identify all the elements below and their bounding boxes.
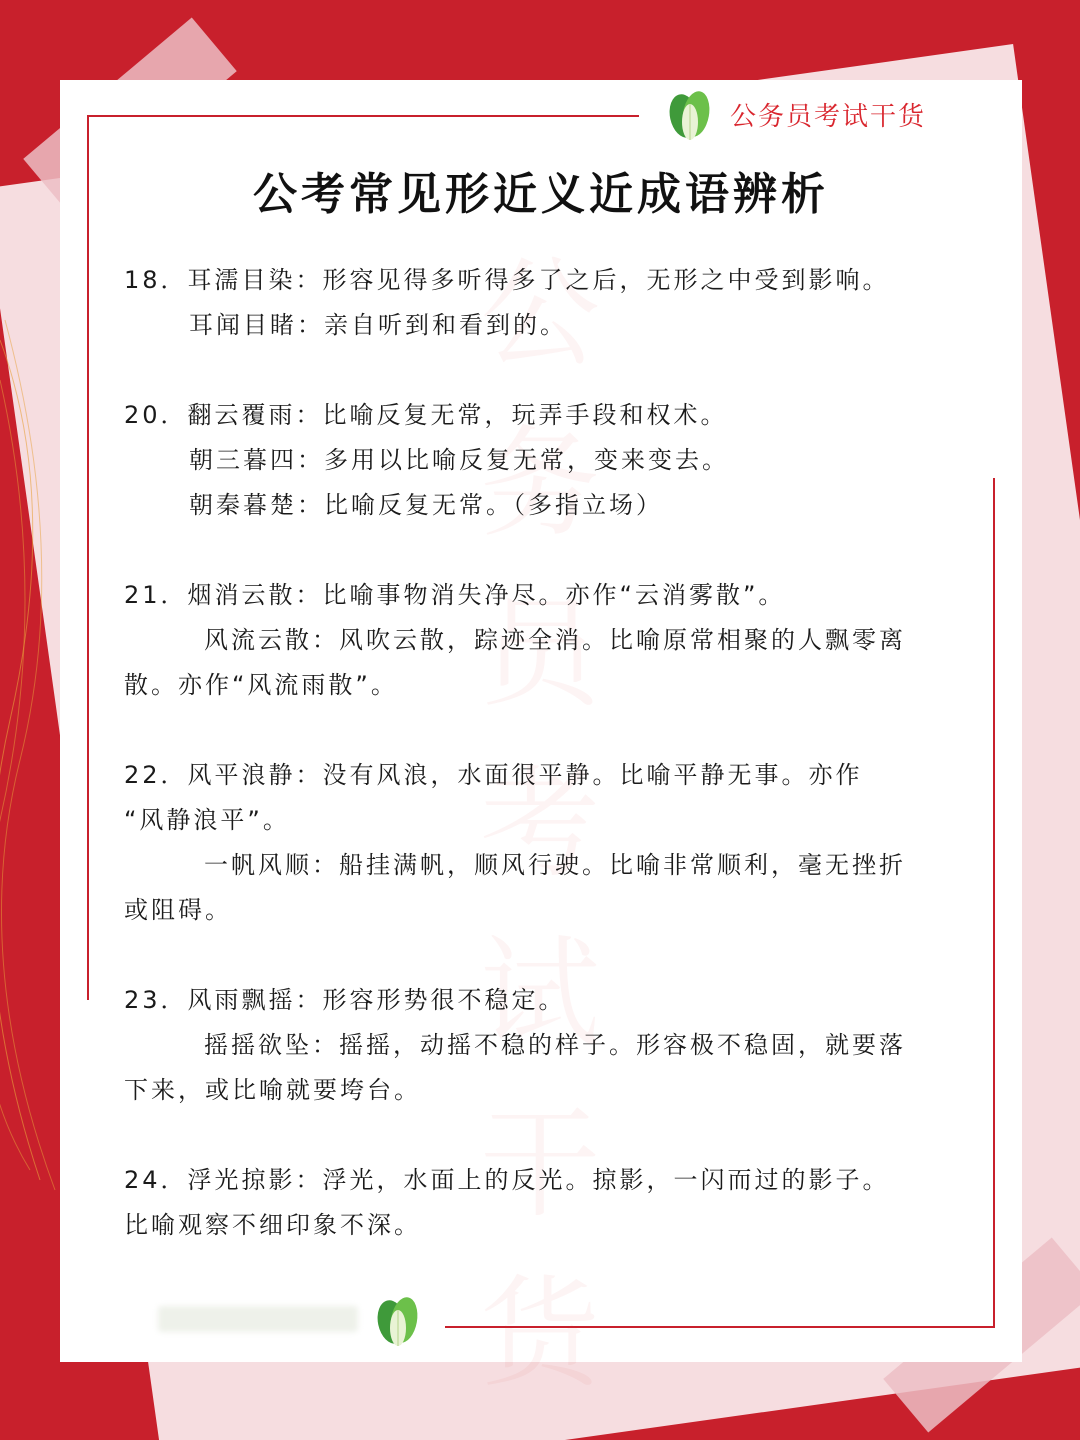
- entry-line: 一帆风顺：船挂满帆，顺风行驶。比喻非常顺利，毫无挫折: [204, 851, 906, 879]
- frame-line-right: [993, 478, 995, 1328]
- entry-line: 21．烟消云散：比喻事物消失净尽。亦作“云消雾散”。: [124, 581, 786, 609]
- entry-line: 比喻观察不细印象不深。: [124, 1211, 421, 1239]
- entry-24: [124, 1158, 956, 1248]
- entry-line: 22．风平浪静：没有风浪，水面很平静。比喻平静无事。亦作: [124, 761, 863, 789]
- entry-line: “风静浪平”。: [124, 806, 290, 834]
- brand-name: 公务员考试干货: [730, 101, 927, 132]
- entry-line: 耳闻目睹：亲自听到和看到的。: [189, 311, 567, 339]
- entry-line: 18．耳濡目染：形容见得多听得多了之后，无形之中受到影响。: [124, 266, 890, 294]
- entry-line: 或阻碍。: [124, 896, 232, 924]
- entry-line: 朝秦暮楚：比喻反复无常。（多指立场）: [189, 491, 663, 519]
- frame-line-top: [87, 115, 639, 117]
- frame-line-bottom: [445, 1326, 995, 1328]
- entry-line: 下来，或比喻就要垮台。: [124, 1076, 421, 1104]
- brand-header: [666, 86, 926, 142]
- entry-20: [124, 393, 956, 528]
- cabbage-icon: [374, 1292, 424, 1348]
- entry-line: 23．风雨飘摇：形容形势很不稳定。: [124, 986, 566, 1014]
- entry-18: [124, 258, 956, 348]
- entry-21: [124, 573, 956, 708]
- content-card: [60, 80, 1022, 1404]
- entry-line: 散。亦作“风流雨散”。: [124, 671, 398, 699]
- page-title: 公考常见形近义近成语辨析: [253, 169, 829, 220]
- entry-line: 风流云散：风吹云散，踪迹全消。比喻原常相聚的人飘零离: [204, 626, 906, 654]
- cabbage-icon: [666, 86, 716, 142]
- entry-23: [124, 978, 956, 1113]
- entry-line: 24．浮光掠影：浮光，水面上的反光。掠影，一闪而过的影子。: [124, 1166, 890, 1194]
- frame-line-left: [87, 115, 89, 1000]
- entry-22: [124, 753, 956, 933]
- footer-blurred-text: [158, 1306, 358, 1332]
- entry-line: 20．翻云覆雨：比喻反复无常，玩弄手段和权术。: [124, 401, 728, 429]
- watermark: 公 务 员 考 试 干 货: [480, 245, 600, 1404]
- entry-list: [124, 258, 956, 1293]
- entry-line: 摇摇欲坠：摇摇，动摇不稳的样子。形容极不稳固，就要落: [204, 1031, 906, 1059]
- entry-line: 朝三暮四：多用以比喻反复无常，变来变去。: [189, 446, 729, 474]
